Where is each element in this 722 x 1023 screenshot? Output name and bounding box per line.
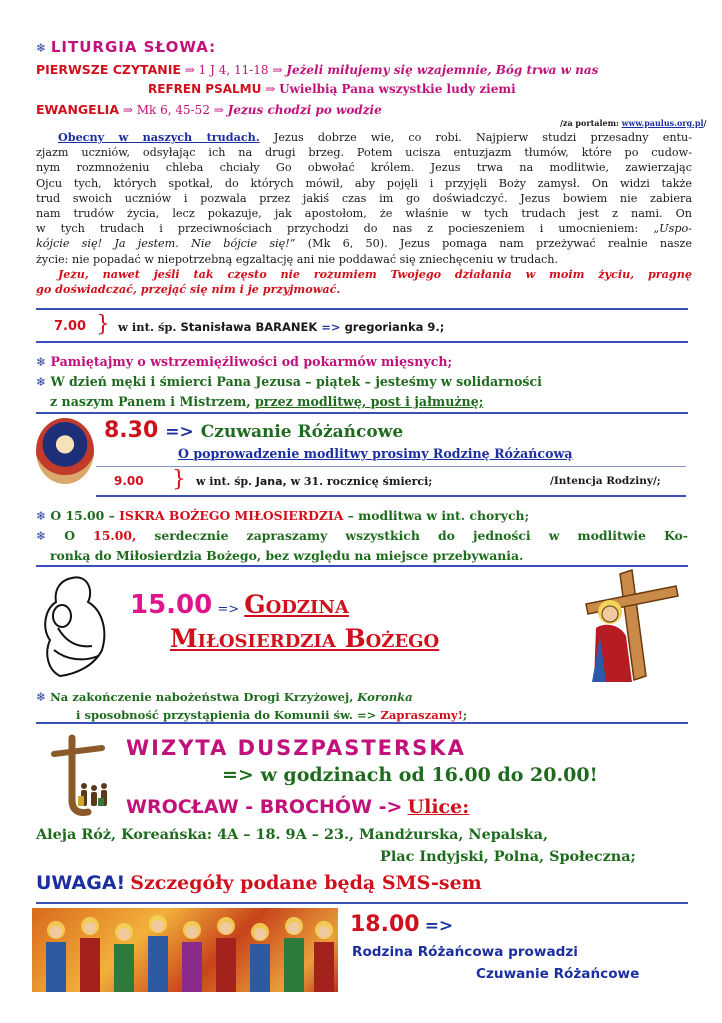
reflection [36,130,692,297]
arrow-icon: ⇒ [272,63,283,77]
rosary-title-row [104,418,403,443]
divider [36,412,688,414]
bullet-icon: ❄ [36,41,47,55]
reflection-line: kójcie się! Ja jestem. Nie bójcie się!” (Mk 6, 50). Jezus pomaga nam przeżywać realnie nasze [36,237,692,251]
evening-time-row [350,912,453,937]
bullet-icon: ❄ [36,690,47,704]
pilgrims-logo-icon [32,730,122,820]
pieta-icon [32,570,118,682]
apostles-figures-icon [32,908,338,992]
mercy-line: ❄ O 15.00 – ISKRA BOŻEGO MIŁOSIERDZIA – modlitwa w int. chorych; [36,508,530,523]
reflection-line: nam trudów życia, lecz pokazuje, jak apostołom, że właśnie w tych trudach jest z nami. On [36,207,692,221]
visit-note [36,872,482,894]
prayer-line: Jezu, nawet jeśli tak często nie rozumiem Twojego działania w moim życiu, pragnę [58,266,692,281]
mercy-hour-arrow: => [217,602,240,617]
reflection-line: nym rozmnożeniu chleba chciały Go obwołać królem. Jezus trwa na modlitwie, zawierzając [36,161,692,175]
mass-time: 7.00 [54,319,87,334]
psalm-label: REFREN PSALMU [148,82,262,96]
mercy-hour-time: 15.00 [130,590,213,620]
visit-place: WROCŁAW - BROCHÓW -> [126,796,403,818]
divider [36,308,688,310]
reflection-line: zjazm uczniów, odsyłając ich na drugi brzeg. Potem ucisza entuzjazm tłumów, które po cudow- [36,146,692,160]
reflection-lead: Obecny w naszych trudach. [58,130,260,144]
divider [36,902,688,904]
gospel-label: EWANGELIA [36,102,119,117]
mass-note: /Intencja Rodziny/; [550,475,661,487]
evening-line2: Czuwanie Różańcowe [476,966,640,982]
mass-intention: w int. śp. Jana, w 31. rocznicę śmierci; [196,475,433,488]
bullet-icon: ❄ [36,375,47,389]
visit-streets-2: Plac Indyjski, Polna, Społeczna; [380,848,636,865]
reflection-line: trud swoich uczniów i pozwala przez jakiś czas im go doświadczyć. Jezus bowiem nie zabiera [36,191,692,205]
fasting [36,352,696,411]
mercy-line: ❄ O 15.00, serdecznie zapraszamy wszystkich do jedności w modlitwie Ko- [36,528,688,543]
first-reading [36,62,598,77]
prayer-line: go doświadczać, przejąć się nim i je przyjmować. [36,282,341,297]
source [560,118,706,128]
visit-streets-label: Ulice: [407,796,470,818]
madonna-icon [36,418,94,484]
gospel [36,102,382,117]
gospel-ref: Mk 6, 45-52 [136,103,210,117]
arrow-icon: ⇒ [122,103,133,117]
reflection-line: Ojcu tych, których spotkał, do których mówił, aby pojęli i przyjęli Boży zamysł. On widzi także [36,176,692,190]
evening-arrow: => [424,916,454,936]
reflection-line: życie: nie popadać w niepotrzebną egzaltację ani nie poddawać się zniechęceniu w trudach. [36,252,559,266]
first-reading-text: Jeżeli miłujemy się wzajemnie, Bóg trwa w nas [286,63,599,77]
arrow-icon: ⇒ [184,63,195,77]
bullet-icon: ❄ [36,355,47,369]
mercy-notes [36,506,696,565]
reflection-line: Obecny w naszych trudach. Jezus dobrze wie, co robi. Najpierw studzi przesadny entu- [58,130,693,144]
bullet-icon: ❄ [36,509,47,523]
mercy-end-line: i sposobność przystąpienia do Komunii św. => Zapraszamy!; [76,708,468,722]
mass-time: 9.00 [114,474,144,488]
fasting-line: ❄ W dzień męki i śmierci Pana Jezusa – piątek – jesteśmy w solidarności [36,374,542,389]
fasting-line: ❄ Pamiętajmy o wstrzemięźliwości od pokarmów mięsnych; [36,354,453,369]
psalm [148,82,516,96]
visit-hours: => w godzinach od 16.00 do 20.00! [222,764,598,786]
arrow-icon: ⇒ [213,103,224,117]
arrow-icon: ⇒ [265,82,276,96]
visit-streets-1: Aleja Róż, Koreańska: 4A – 18. 9A – 23., Mandżurska, Nepalska, [36,826,548,843]
first-reading-ref: 1 J 4, 11-18 [198,63,269,77]
gospel-text: Jezus chodzi po wodzie [227,103,382,117]
source-prefix: /za portalem: [560,118,620,128]
evening-time: 18.00 [350,912,420,937]
jesus-cross-icon [580,566,680,686]
mass-intention: w int. śp. Stanisława BARANEK => gregorianka 9.; [118,320,445,334]
bullet-icon: ❄ [36,529,47,543]
first-reading-label: PIERWSZE CZYTANIE [36,62,181,77]
visit-place-row [126,796,469,818]
reflection-line: w tych trudach i przeciwnościach przychodzi do nas z pocieszeniem i umocnieniem: „Uspo- [36,222,693,236]
liturgia-title-row [36,38,216,56]
source-suffix: / [703,118,707,128]
visit-title: WIZYTA DUSZPASTERSKA [126,736,466,760]
rosary-title: Czuwanie Różańcowe [200,422,404,442]
mercy-line: ronką do Miłosierdzia Bożego, bez względu na miejsce przebywania. [50,548,524,563]
fasting-line: z naszym Panem i Mistrzem, przez modlitwę, post i jałmużnę; [50,394,484,409]
mercy-hour-row1 [130,590,349,620]
brace-icon: } [96,312,110,337]
brace-icon: } [172,467,186,492]
mercy-end [36,688,467,724]
rosary-arrow: => [165,422,194,442]
mass-7-row [36,312,688,343]
apostles-image-icon [32,908,338,992]
rosary-time: 8.30 [104,418,159,443]
source-link[interactable]: www.paulus.org.pl [621,118,704,128]
visit-note-text: Szczegóły podane będą SMS-sem [130,872,482,894]
mass-9-row [96,466,686,497]
mercy-hour-title2: Miłosierdzia Bożego [170,624,440,653]
liturgia-title: LITURGIA SŁOWA: [50,38,217,56]
mercy-hour-title1: Godzina [244,590,349,619]
mercy-end-line: ❄ Na zakończenie nabożeństwa Drogi Krzyżowej, Koronka [36,690,413,704]
visit-note-label: UWAGA! [36,872,126,894]
psalm-text: Uwielbią Pana wszystkie ludy ziemi [279,82,516,96]
rosary-lead: O poprowadzenie modlitwy prosimy Rodzinę Różańcową [178,446,573,461]
evening-line1: Rodzina Różańcowa prowadzi [352,944,578,960]
divider [36,722,688,724]
